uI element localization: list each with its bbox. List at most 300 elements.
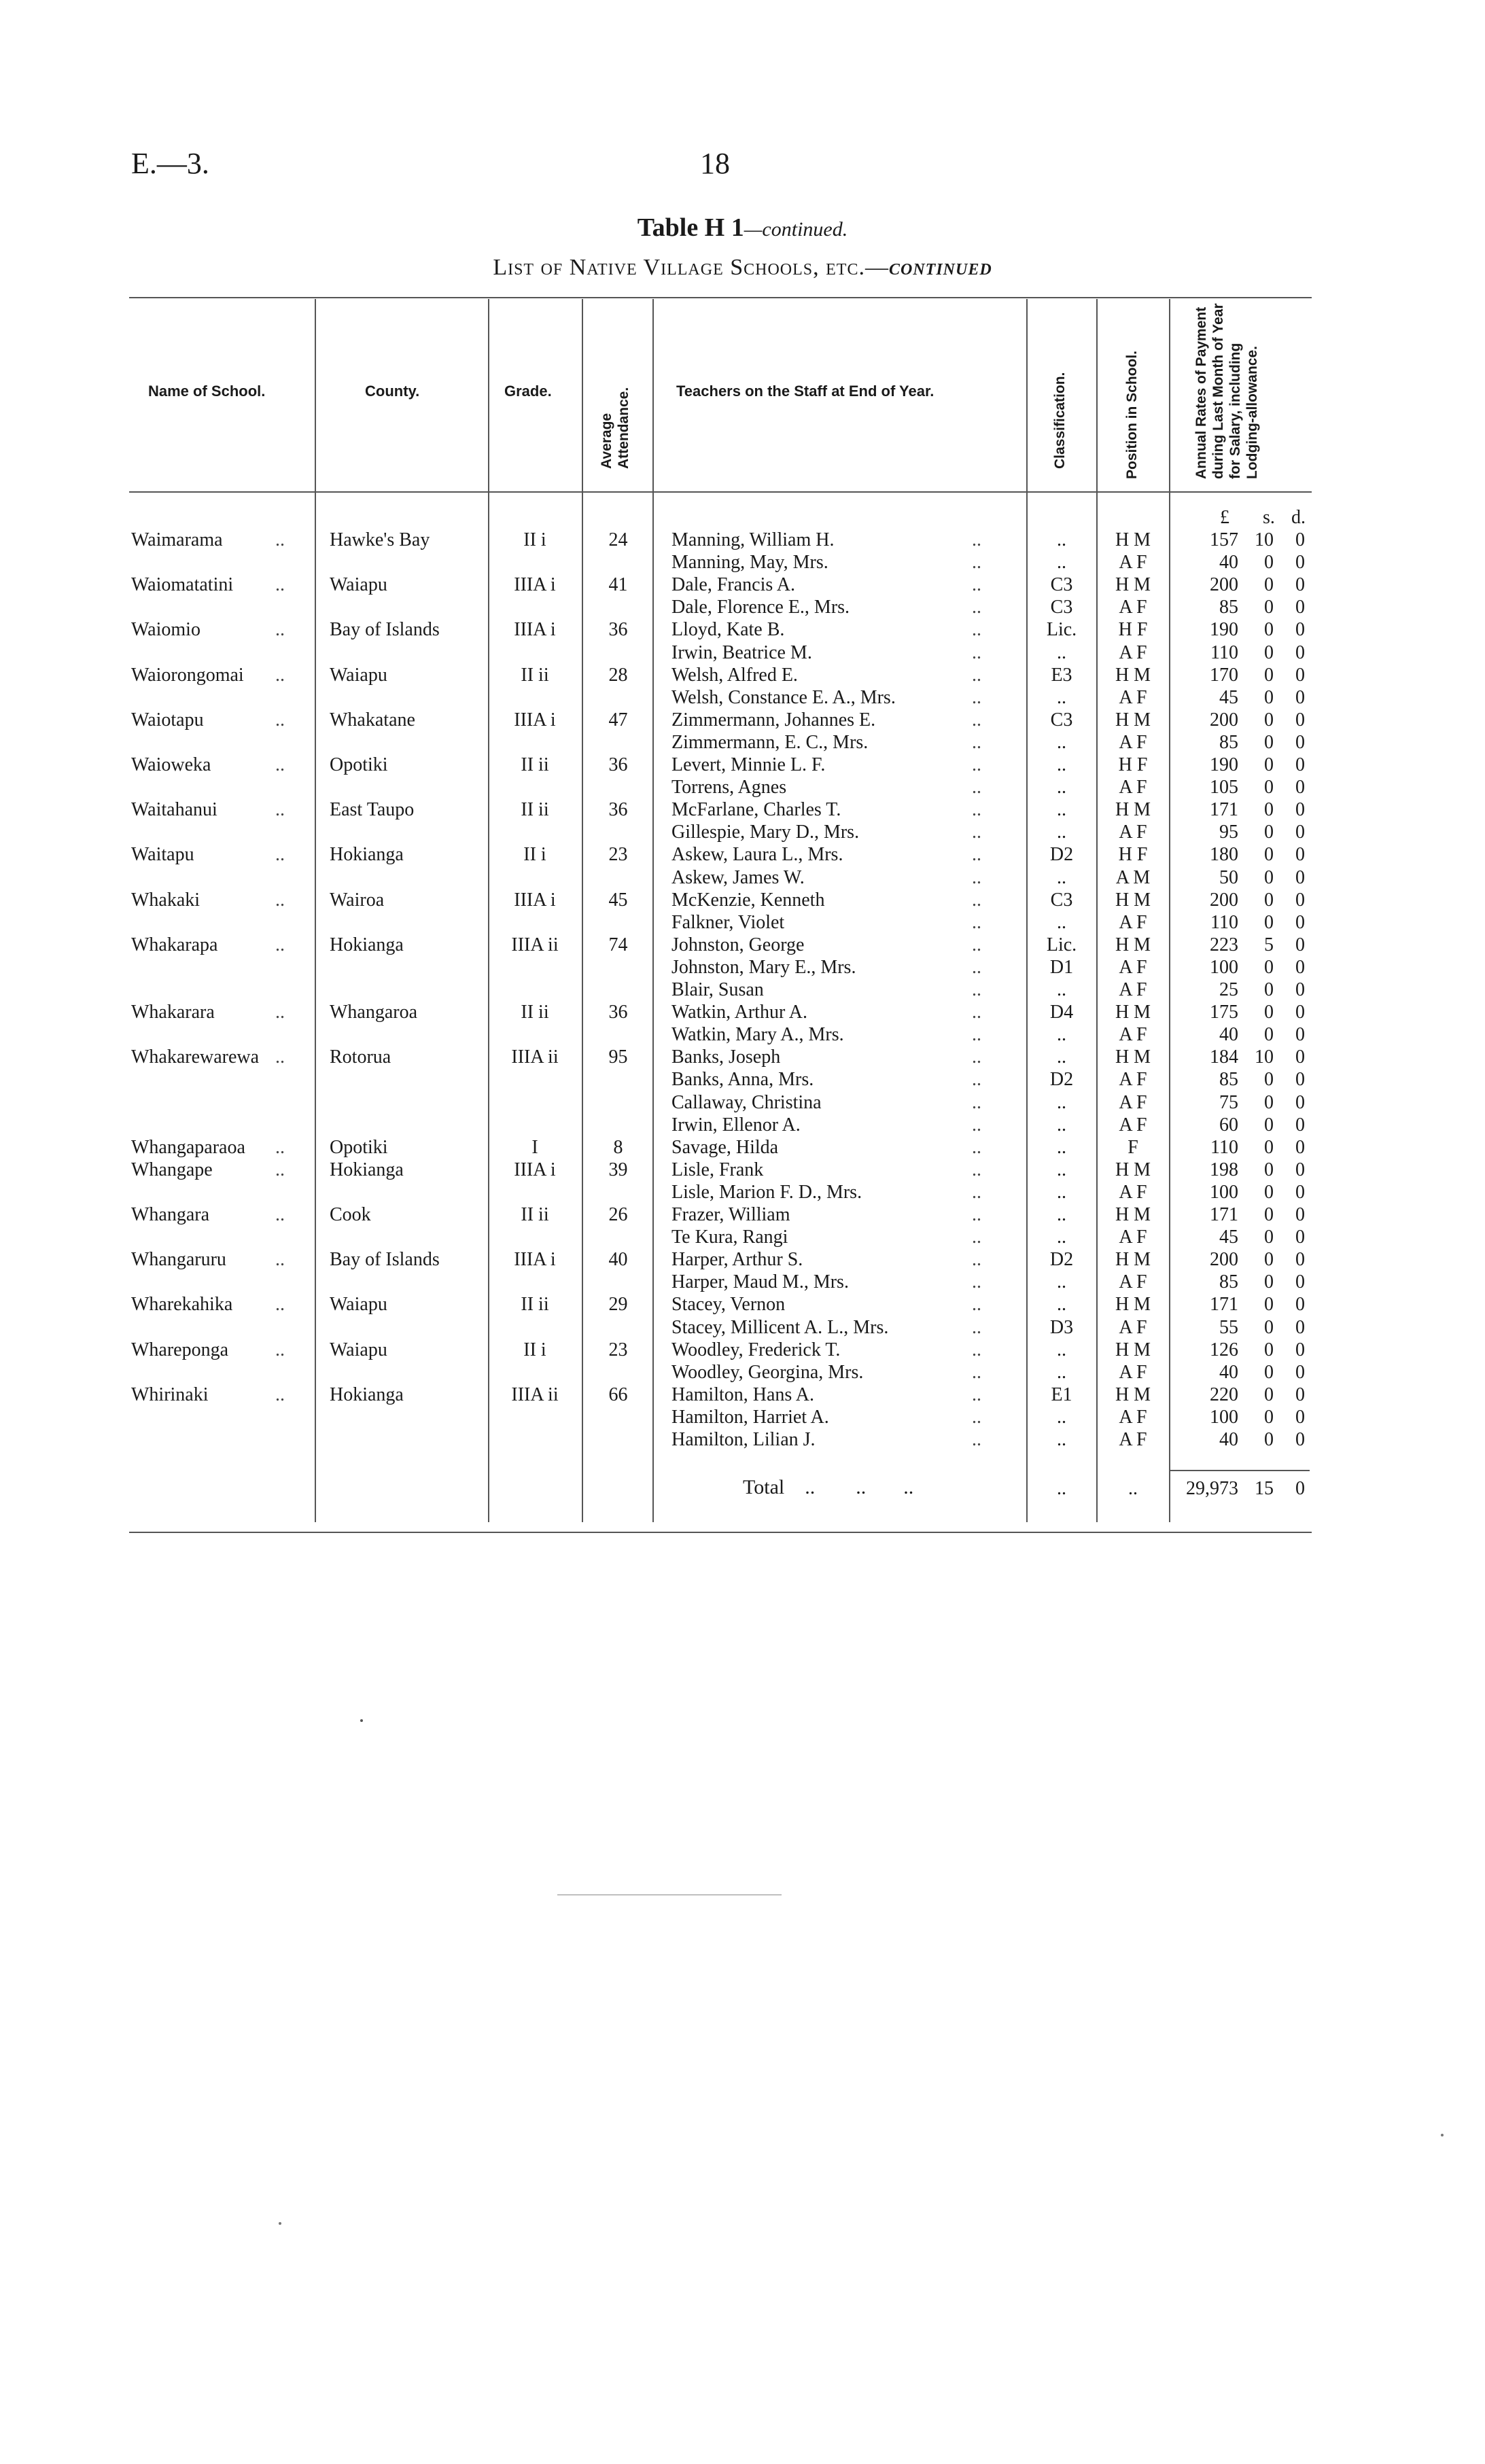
- salary-pence: 0: [1295, 754, 1305, 775]
- teacher-classification: D4: [1049, 1002, 1074, 1023]
- teacher-name: Banks, Anna, Mrs.: [671, 1069, 814, 1090]
- school-grade: II i: [523, 529, 546, 550]
- teacher-classification: ..: [1057, 1407, 1066, 1428]
- table-title: [0, 213, 1485, 243]
- teacher-leader: ..: [972, 1271, 981, 1292]
- school-attendance: 29: [608, 1294, 628, 1315]
- teacher-leader: ..: [972, 1227, 981, 1248]
- salary-shillings: 0: [1264, 1069, 1274, 1090]
- teacher-position: A F: [1119, 912, 1147, 933]
- school-name-leader: ..: [275, 1384, 285, 1405]
- school-grade: I: [531, 1137, 538, 1158]
- school-name-leader: ..: [275, 1046, 285, 1068]
- school-county: Opotiki: [330, 1137, 388, 1158]
- teacher-position: A F: [1119, 1024, 1147, 1045]
- teacher-name: Irwin, Ellenor A.: [671, 1114, 801, 1136]
- salary-pence: 0: [1295, 1182, 1305, 1203]
- school-county: Waiapu: [330, 1294, 387, 1315]
- salary-pence: 0: [1295, 799, 1305, 820]
- teacher-leader: ..: [972, 890, 981, 911]
- salary-pounds: 126: [1210, 1339, 1238, 1360]
- school-grade: II ii: [521, 1294, 549, 1315]
- school-name: Waiomatatini: [131, 574, 234, 595]
- col-head-attendance: [598, 333, 632, 469]
- teacher-position: A M: [1115, 867, 1151, 888]
- teacher-classification: ..: [1057, 1182, 1066, 1203]
- teacher-classification: E1: [1051, 1384, 1072, 1405]
- salary-pounds: 40: [1219, 1024, 1238, 1045]
- salary-pounds: 110: [1210, 1137, 1238, 1158]
- school-attendance: 74: [608, 934, 628, 955]
- teacher-classification: ..: [1057, 799, 1066, 820]
- school-attendance: 36: [608, 1002, 628, 1023]
- salary-pounds: 55: [1219, 1317, 1238, 1338]
- salary-pounds: 85: [1219, 1069, 1238, 1090]
- school-grade: IIIA ii: [511, 1046, 559, 1068]
- salary-pounds: 40: [1219, 1362, 1238, 1383]
- school-attendance: 8: [613, 1137, 623, 1158]
- teacher-classification: ..: [1057, 687, 1066, 708]
- salary-pence: 0: [1295, 619, 1305, 640]
- salary-shillings: 0: [1264, 1227, 1274, 1248]
- salary-pence: 0: [1295, 1159, 1305, 1180]
- school-name: Whakarapa: [131, 934, 218, 955]
- teacher-position: H M: [1115, 529, 1151, 550]
- teacher-name: Harper, Maud M., Mrs.: [671, 1271, 849, 1292]
- total-classification: ..: [1057, 1478, 1066, 1499]
- salary-pence: 0: [1295, 844, 1305, 865]
- teacher-name: Welsh, Alfred E.: [671, 665, 798, 686]
- school-attendance: 36: [608, 619, 628, 640]
- salary-pence: 0: [1295, 822, 1305, 843]
- school-name-leader: ..: [275, 709, 285, 731]
- table-subtitle: [0, 255, 1485, 281]
- teacher-leader: ..: [972, 1317, 981, 1338]
- teacher-classification: D2: [1049, 1249, 1074, 1270]
- salary-pounds: 40: [1219, 1429, 1238, 1450]
- salary-pounds: 100: [1210, 1407, 1238, 1428]
- school-name: Waiorongomai: [131, 665, 244, 686]
- school-county: Waiapu: [330, 665, 387, 686]
- school-name: Whakaki: [131, 890, 200, 911]
- teacher-position: H M: [1115, 1159, 1151, 1180]
- total-rule: [1170, 1470, 1310, 1471]
- school-county: Opotiki: [330, 754, 388, 775]
- col-head-teachers: Teachers on the Staff at End of Year.: [676, 383, 934, 400]
- salary-shillings: 0: [1264, 867, 1274, 888]
- teacher-position: A F: [1119, 597, 1147, 618]
- teacher-position: A F: [1119, 1092, 1147, 1113]
- teacher-name: Te Kura, Rangi: [671, 1227, 788, 1248]
- col-head-grade: Grade.: [504, 383, 552, 400]
- school-attendance: 39: [608, 1159, 628, 1180]
- teacher-leader: ..: [972, 1339, 981, 1360]
- unit-shillings: s.: [1263, 507, 1275, 528]
- teacher-name: Frazer, William: [671, 1204, 790, 1225]
- col-divider-2: [488, 299, 489, 1522]
- teacher-position: A F: [1119, 732, 1147, 753]
- teacher-position: A F: [1119, 1227, 1147, 1248]
- total-leader-1: ..: [805, 1476, 816, 1498]
- salary-shillings: 0: [1264, 822, 1274, 843]
- salary-pence: 0: [1295, 665, 1305, 686]
- school-name-leader: ..: [275, 529, 285, 550]
- school-county: Bay of Islands: [330, 1249, 440, 1270]
- salary-pounds: 50: [1219, 867, 1238, 888]
- salary-shillings: 0: [1264, 1294, 1274, 1315]
- teacher-name: Irwin, Beatrice M.: [671, 642, 812, 663]
- salary-shillings: 0: [1264, 1002, 1274, 1023]
- teacher-classification: C3: [1050, 574, 1073, 595]
- school-grade: II ii: [521, 665, 549, 686]
- salary-pence: 0: [1295, 597, 1305, 618]
- school-name-leader: ..: [275, 1204, 285, 1225]
- teacher-leader: ..: [972, 619, 981, 640]
- teacher-name: Lloyd, Kate B.: [671, 619, 785, 640]
- school-name: Waitapu: [131, 844, 194, 865]
- teacher-name: Dale, Francis A.: [671, 574, 795, 595]
- salary-pounds: 75: [1219, 1092, 1238, 1113]
- teacher-position: A F: [1119, 1271, 1147, 1292]
- teacher-leader: ..: [972, 1046, 981, 1068]
- salary-pence: 0: [1295, 890, 1305, 911]
- school-name-leader: ..: [275, 1137, 285, 1158]
- salary-pounds: 184: [1210, 1046, 1238, 1068]
- teacher-classification: ..: [1057, 552, 1066, 573]
- teacher-classification: ..: [1057, 732, 1066, 753]
- salary-pence: 0: [1295, 1339, 1305, 1360]
- teacher-classification: D1: [1049, 957, 1074, 978]
- school-attendance: 66: [608, 1384, 628, 1405]
- salary-shillings: 0: [1264, 1092, 1274, 1113]
- teacher-classification: E3: [1051, 665, 1072, 686]
- school-name: Whareponga: [131, 1339, 229, 1360]
- school-name: Waimarama: [131, 529, 223, 550]
- teacher-name: Manning, May, Mrs.: [671, 552, 828, 573]
- teacher-leader: ..: [972, 732, 981, 753]
- school-attendance: 40: [608, 1249, 628, 1270]
- school-name: Waioweka: [131, 754, 211, 775]
- salary-pounds: 25: [1219, 979, 1238, 1000]
- school-county: Whakatane: [330, 709, 415, 731]
- salary-shillings: 0: [1264, 1384, 1274, 1405]
- teacher-classification: ..: [1057, 1227, 1066, 1248]
- school-name: Whirinaki: [131, 1384, 209, 1405]
- teacher-leader: ..: [972, 799, 981, 820]
- teacher-leader: ..: [972, 709, 981, 731]
- salary-pence: 0: [1295, 732, 1305, 753]
- teacher-position: A F: [1119, 552, 1147, 573]
- school-grade: IIIA ii: [511, 1384, 559, 1405]
- school-name-leader: ..: [275, 619, 285, 640]
- school-county: Hokianga: [330, 934, 404, 955]
- school-name-leader: ..: [275, 1294, 285, 1315]
- salary-pounds: 200: [1210, 1249, 1238, 1270]
- teacher-name: Blair, Susan: [671, 979, 764, 1000]
- scan-speck-1: [360, 1719, 363, 1722]
- school-name-leader: ..: [275, 1249, 285, 1270]
- teacher-position: A F: [1119, 822, 1147, 843]
- school-attendance: 95: [608, 1046, 628, 1068]
- school-attendance: 26: [608, 1204, 628, 1225]
- teacher-name: Torrens, Agnes: [671, 777, 787, 798]
- salary-shillings: 0: [1264, 552, 1274, 573]
- salary-pounds: 190: [1210, 754, 1238, 775]
- teacher-classification: ..: [1057, 867, 1066, 888]
- school-name: Waiotapu: [131, 709, 204, 731]
- unit-pounds: £: [1220, 507, 1229, 528]
- teacher-leader: ..: [972, 552, 981, 573]
- teacher-leader: ..: [972, 574, 981, 595]
- salary-pounds: 220: [1210, 1384, 1238, 1405]
- school-name-leader: ..: [275, 890, 285, 911]
- col-divider-6: [1096, 299, 1098, 1522]
- scan-speck-3: [1441, 2134, 1444, 2136]
- school-name: Whangaruru: [131, 1249, 226, 1270]
- teacher-name: Woodley, Frederick T.: [671, 1339, 841, 1360]
- school-attendance: 23: [608, 844, 628, 865]
- teacher-classification: ..: [1057, 777, 1066, 798]
- teacher-name: Askew, Laura L., Mrs.: [671, 844, 843, 865]
- teacher-position: H M: [1115, 709, 1151, 731]
- teacher-leader: ..: [972, 754, 981, 775]
- salary-pence: 0: [1295, 1407, 1305, 1428]
- teacher-leader: ..: [972, 665, 981, 686]
- salary-pounds: 223: [1210, 934, 1238, 955]
- teacher-position: H M: [1115, 1249, 1151, 1270]
- salary-pounds: 170: [1210, 665, 1238, 686]
- table-subtitle-text: List of Native Village Schools, etc.—: [493, 255, 889, 280]
- salary-shillings: 0: [1264, 597, 1274, 618]
- teacher-position: A F: [1119, 642, 1147, 663]
- teacher-name: Gillespie, Mary D., Mrs.: [671, 822, 860, 843]
- teacher-name: McFarlane, Charles T.: [671, 799, 841, 820]
- salary-shillings: 0: [1264, 574, 1274, 595]
- salary-pence: 0: [1295, 529, 1305, 550]
- school-county: Rotorua: [330, 1046, 391, 1068]
- teacher-name: Stacey, Millicent A. L., Mrs.: [671, 1317, 889, 1338]
- salary-shillings: 0: [1264, 1271, 1274, 1292]
- salary-shillings: 0: [1264, 619, 1274, 640]
- teacher-classification: ..: [1057, 1362, 1066, 1383]
- salary-pence: 0: [1295, 1092, 1305, 1113]
- salary-pence: 0: [1295, 1317, 1305, 1338]
- teacher-leader: ..: [972, 1092, 981, 1113]
- teacher-classification: ..: [1057, 822, 1066, 843]
- salary-shillings: 0: [1264, 665, 1274, 686]
- school-county: Hokianga: [330, 844, 404, 865]
- total-label: [743, 1476, 913, 1499]
- salary-shillings: 0: [1264, 709, 1274, 731]
- report-reference: E.—3.: [131, 147, 209, 180]
- salary-shillings: 0: [1264, 1339, 1274, 1360]
- teacher-name: Lisle, Marion F. D., Mrs.: [671, 1182, 862, 1203]
- teacher-name: Welsh, Constance E. A., Mrs.: [671, 687, 896, 708]
- salary-pounds: 200: [1210, 574, 1238, 595]
- teacher-classification: ..: [1057, 1024, 1066, 1045]
- teacher-classification: ..: [1057, 1271, 1066, 1292]
- school-county: Hokianga: [330, 1159, 404, 1180]
- salary-pence: 0: [1295, 934, 1305, 955]
- salary-pence: 0: [1295, 1294, 1305, 1315]
- school-grade: IIIA i: [514, 890, 556, 911]
- salary-shillings: 0: [1264, 979, 1274, 1000]
- teacher-position: A F: [1119, 1407, 1147, 1428]
- total-position: ..: [1128, 1478, 1138, 1499]
- teacher-position: H M: [1115, 574, 1151, 595]
- teacher-name: McKenzie, Kenneth: [671, 890, 825, 911]
- teacher-leader: ..: [972, 777, 981, 798]
- teacher-name: Falkner, Violet: [671, 912, 785, 933]
- salary-shillings: 0: [1264, 687, 1274, 708]
- salary-pounds: 110: [1210, 912, 1238, 933]
- col-head-attendance-text: Average Attendance.: [599, 387, 631, 469]
- salary-pence: 0: [1295, 1204, 1305, 1225]
- salary-pence: 0: [1295, 1069, 1305, 1090]
- teacher-leader: ..: [972, 1407, 981, 1428]
- teacher-classification: ..: [1057, 1429, 1066, 1450]
- teacher-position: H F: [1118, 619, 1148, 640]
- school-grade: II ii: [521, 754, 549, 775]
- teacher-leader: ..: [972, 957, 981, 978]
- school-attendance: 28: [608, 665, 628, 686]
- teacher-classification: C3: [1050, 597, 1073, 618]
- teacher-position: A F: [1119, 1317, 1147, 1338]
- school-grade: II ii: [521, 1002, 549, 1023]
- school-name: Whangape: [131, 1159, 213, 1180]
- teacher-classification: ..: [1057, 1092, 1066, 1113]
- salary-pounds: 40: [1219, 552, 1238, 573]
- salary-pounds: 110: [1210, 642, 1238, 663]
- teacher-position: H M: [1115, 934, 1151, 955]
- school-attendance: 23: [608, 1339, 628, 1360]
- salary-pence: 0: [1295, 777, 1305, 798]
- teacher-position: H M: [1115, 799, 1151, 820]
- teacher-name: Zimmermann, Johannes E.: [671, 709, 876, 731]
- salary-pence: 0: [1295, 957, 1305, 978]
- teacher-position: A F: [1119, 687, 1147, 708]
- teacher-classification: D3: [1049, 1317, 1074, 1338]
- salary-shillings: 5: [1264, 934, 1274, 955]
- teacher-leader: ..: [972, 1024, 981, 1045]
- salary-pounds: 105: [1210, 777, 1238, 798]
- teacher-name: Stacey, Vernon: [671, 1294, 786, 1315]
- school-attendance: 47: [608, 709, 628, 731]
- col-divider-3: [582, 299, 583, 1522]
- salary-pounds: 85: [1219, 732, 1238, 753]
- teacher-leader: ..: [972, 867, 981, 888]
- school-name: Waitahanui: [131, 799, 217, 820]
- school-county: Hokianga: [330, 1384, 404, 1405]
- teacher-leader: ..: [972, 844, 981, 865]
- table-subtitle-emphasis: continued: [888, 255, 992, 280]
- teacher-leader: ..: [972, 1114, 981, 1136]
- salary-shillings: 10: [1255, 529, 1274, 550]
- school-name-leader: ..: [275, 574, 285, 595]
- school-attendance: 36: [608, 799, 628, 820]
- unit-pence: d.: [1291, 507, 1306, 528]
- col-divider-4: [652, 299, 654, 1522]
- salary-shillings: 0: [1264, 844, 1274, 865]
- salary-shillings: 0: [1264, 777, 1274, 798]
- teacher-classification: Lic.: [1046, 619, 1077, 640]
- teacher-leader: ..: [972, 1429, 981, 1450]
- salary-pence: 0: [1295, 642, 1305, 663]
- salary-pounds: 175: [1210, 1002, 1238, 1023]
- salary-pounds: 171: [1210, 1294, 1238, 1315]
- salary-shillings: 0: [1264, 1114, 1274, 1136]
- teacher-leader: ..: [972, 1137, 981, 1158]
- salary-pounds: 180: [1210, 844, 1238, 865]
- col-head-position-text: Position in School.: [1124, 351, 1140, 479]
- salary-pence: 0: [1295, 1384, 1305, 1405]
- school-name: Whakarara: [131, 1002, 215, 1023]
- salary-pence: 0: [1295, 912, 1305, 933]
- school-attendance: 45: [608, 890, 628, 911]
- table-bottom-rule: [129, 1532, 1312, 1533]
- col-head-position: [1123, 351, 1140, 479]
- school-county: East Taupo: [330, 799, 415, 820]
- table-title-main: Table H 1: [637, 213, 744, 242]
- teacher-leader: ..: [972, 597, 981, 618]
- teacher-leader: ..: [972, 912, 981, 933]
- school-name: Whangara: [131, 1204, 210, 1225]
- school-attendance: 24: [608, 529, 628, 550]
- school-county: Bay of Islands: [330, 619, 440, 640]
- teacher-name: Watkin, Mary A., Mrs.: [671, 1024, 844, 1045]
- school-name-leader: ..: [275, 934, 285, 955]
- teacher-classification: ..: [1057, 912, 1066, 933]
- total-leader-3: ..: [903, 1476, 914, 1498]
- teacher-classification: ..: [1057, 642, 1066, 663]
- teacher-classification: ..: [1057, 1204, 1066, 1225]
- teacher-position: H F: [1118, 844, 1148, 865]
- col-divider-5: [1026, 299, 1028, 1522]
- col-head-classification: [1051, 372, 1068, 469]
- teacher-name: Woodley, Georgina, Mrs.: [671, 1362, 864, 1383]
- teacher-name: Johnston, Mary E., Mrs.: [671, 957, 856, 978]
- school-name: Wharekahika: [131, 1294, 233, 1315]
- teacher-name: Manning, William H.: [671, 529, 835, 550]
- total-pounds: 29,973: [1186, 1478, 1238, 1499]
- school-grade: IIIA i: [514, 709, 556, 731]
- col-head-salary-text: Annual Rates of Payment during Last Month of Year for Salary, including Lodging-allowance.: [1193, 303, 1260, 479]
- school-name-leader: ..: [275, 665, 285, 686]
- teacher-classification: C3: [1050, 709, 1073, 731]
- salary-pence: 0: [1295, 709, 1305, 731]
- salary-pounds: 100: [1210, 957, 1238, 978]
- table-top-rule: [129, 297, 1312, 298]
- salary-pence: 0: [1295, 1114, 1305, 1136]
- school-grade: IIIA ii: [511, 934, 559, 955]
- teacher-position: A F: [1119, 777, 1147, 798]
- school-name-leader: ..: [275, 1002, 285, 1023]
- school-name-leader: ..: [275, 1339, 285, 1360]
- teacher-position: H M: [1115, 890, 1151, 911]
- teacher-name: Banks, Joseph: [671, 1046, 781, 1068]
- salary-shillings: 0: [1264, 1024, 1274, 1045]
- teacher-name: Lisle, Frank: [671, 1159, 764, 1180]
- salary-shillings: 0: [1264, 1159, 1274, 1180]
- school-name-leader: ..: [275, 1159, 285, 1180]
- teacher-name: Zimmermann, E. C., Mrs.: [671, 732, 869, 753]
- teacher-position: A F: [1119, 957, 1147, 978]
- teacher-position: A F: [1119, 1182, 1147, 1203]
- salary-shillings: 0: [1264, 1249, 1274, 1270]
- total-leader-2: ..: [856, 1476, 867, 1498]
- salary-pounds: 171: [1210, 1204, 1238, 1225]
- salary-pence: 0: [1295, 1024, 1305, 1045]
